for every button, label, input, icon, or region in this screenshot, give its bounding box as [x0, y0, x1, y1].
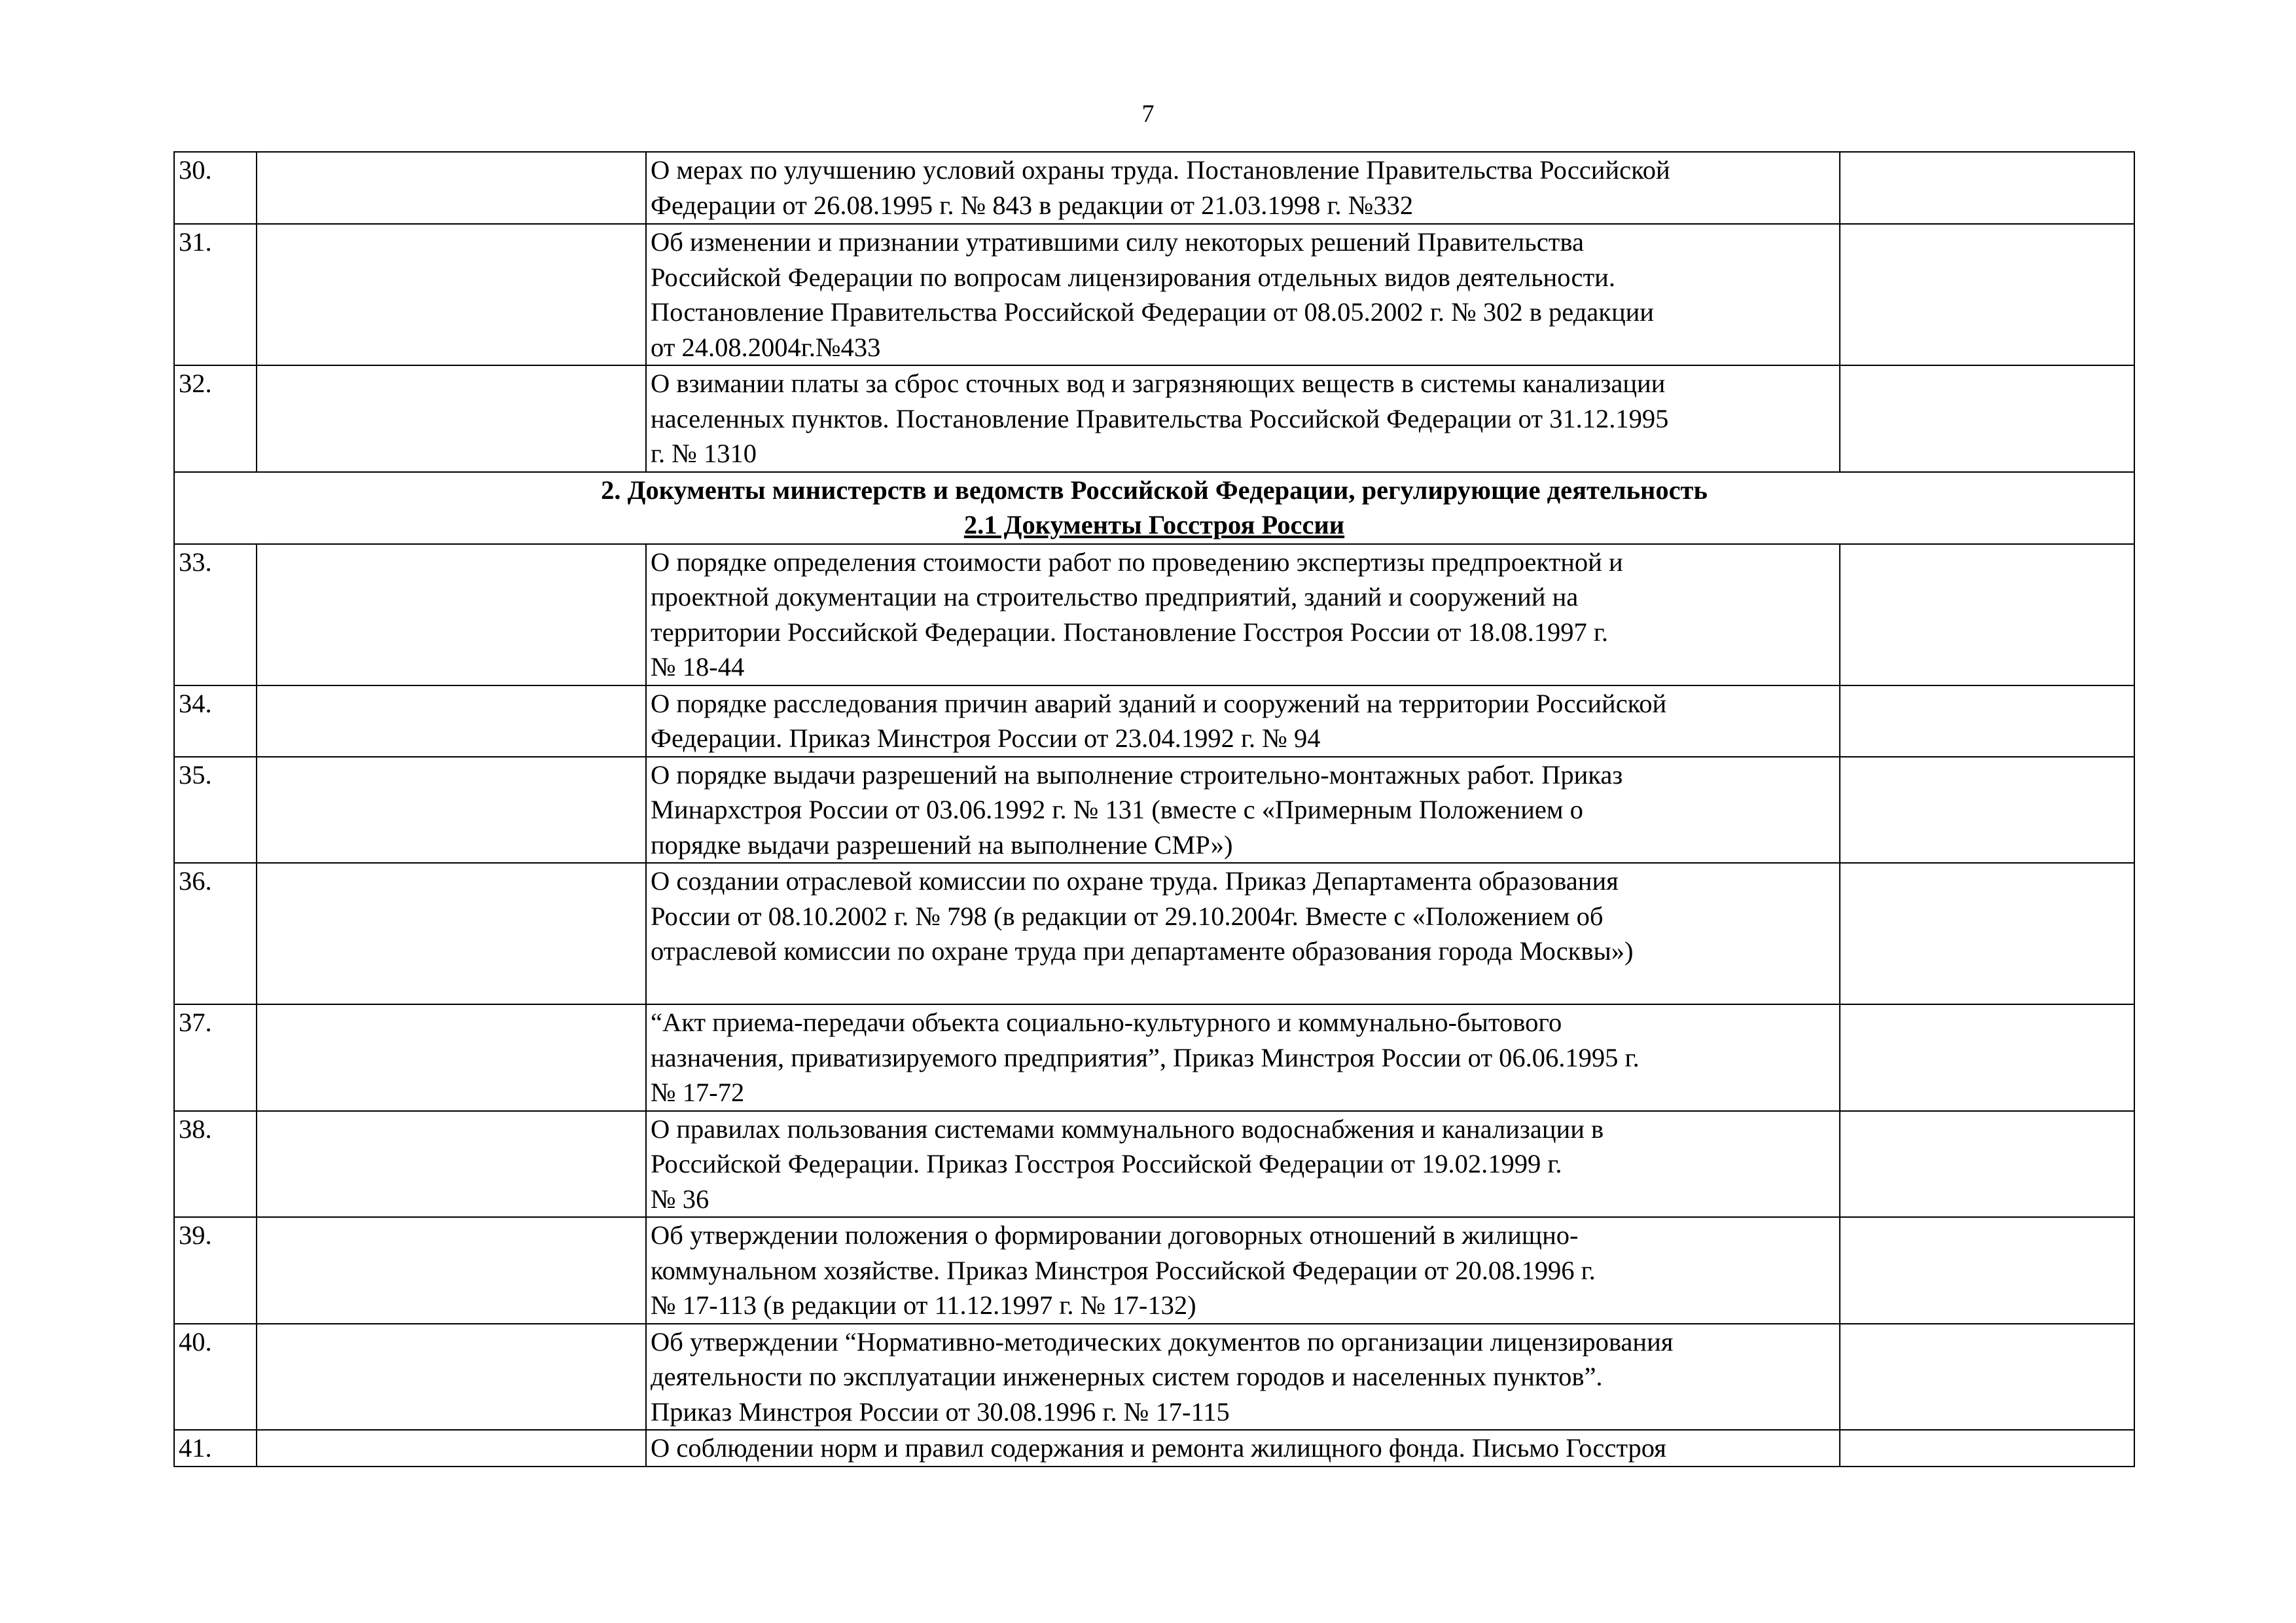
document-title-line: О создании отраслевой комиссии по охране труда. Приказ Департамента образования	[651, 866, 1619, 896]
empty-cell	[257, 224, 646, 365]
section-header-body	[174, 472, 2134, 544]
document-title-line: коммунальном хозяйстве. Приказ Минстроя Российской Федерации от 20.08.1996 г.	[651, 1255, 1596, 1285]
document-title-line: Постановление Правительства Российской Федерации от 08.05.2002 г. № 302 в редакции	[651, 297, 1654, 327]
empty-cell	[257, 1430, 646, 1467]
table-row	[174, 685, 2134, 757]
document-title	[646, 544, 1840, 685]
section-header-row	[174, 472, 2134, 544]
table-row	[174, 1111, 2134, 1218]
row-number: 31.	[174, 224, 257, 365]
document-title-line: О мерах по улучшению условий охраны труда. Постановление Правительства Российской	[651, 155, 1670, 185]
document-title-line: О правилах пользования системами коммунального водоснабжения и канализации в	[651, 1114, 1604, 1144]
empty-cell	[257, 544, 646, 685]
document-title	[646, 685, 1840, 757]
notes-cell	[1840, 544, 2134, 685]
document-title	[646, 1217, 1840, 1324]
regulations-table	[173, 151, 2135, 1467]
notes-cell	[1840, 1430, 2134, 1467]
document-title-line: порядке выдачи разрешений на выполнение СМР»)	[651, 830, 1233, 860]
notes-cell	[1840, 863, 2134, 1004]
row-number: 36.	[174, 863, 257, 1004]
empty-cell	[257, 1111, 646, 1218]
section-title: 2. Документы министерств и ведомств Российской Федерации, регулирующие деятельность	[601, 475, 1708, 505]
document-title-line: “Акт приема-передачи объекта социально-культурного и коммунально-бытового	[651, 1008, 1562, 1037]
document-title-line: от 24.08.2004г.№433	[651, 332, 881, 362]
notes-cell	[1840, 1324, 2134, 1431]
document-title-line: Федерации. Приказ Минстроя России от 23.04.1992 г. № 94	[651, 723, 1321, 753]
document-title	[646, 1324, 1840, 1431]
document-title-line: Об утверждении “Нормативно-методических документов по организации лицензирования	[651, 1326, 1674, 1357]
document-title-line: России от 08.10.2002 г. № 798 (в редакции от 29.10.2004г. Вместе с «Положением об	[651, 901, 1604, 931]
table-row	[174, 1217, 2134, 1324]
document-title-line: территории Российской Федерации. Постановление Госстроя России от 18.08.1997 г.	[651, 617, 1609, 647]
document-title-line: населенных пунктов. Постановление Правительства Российской Федерации от 31.12.1995	[651, 403, 1669, 433]
table-row	[174, 544, 2134, 685]
document-title-line: О порядке выдачи разрешений на выполнение строительно-монтажных работ. Приказ	[651, 759, 1623, 790]
table-row	[174, 224, 2134, 365]
row-number: 33.	[174, 544, 257, 685]
empty-cell	[257, 1004, 646, 1111]
notes-cell	[1840, 1217, 2134, 1324]
document-title	[646, 863, 1840, 1004]
table-body-federal	[174, 152, 2134, 472]
notes-cell	[1840, 224, 2134, 365]
table-row	[174, 365, 2134, 472]
empty-cell	[257, 365, 646, 472]
document-title	[646, 1430, 1840, 1467]
document-title-line: Российской Федерации по вопросам лицензирования отдельных видов деятельности.	[651, 262, 1615, 292]
row-number: 38.	[174, 1111, 257, 1218]
table-row	[174, 1430, 2134, 1467]
document-title-line: Об утверждении положения о формировании договорных отношений в жилищно-	[651, 1220, 1579, 1250]
row-number: 32.	[174, 365, 257, 472]
table-body-gosstroy	[174, 544, 2134, 1467]
notes-cell	[1840, 1004, 2134, 1111]
document-title-line: отраслевой комиссии по охране труда при департаменте образования города Москвы»)	[651, 936, 1634, 966]
row-number: 30.	[174, 152, 257, 224]
document-title-line: О соблюдении норм и правил содержания и ремонта жилищного фонда. Письмо Госстроя	[651, 1433, 1666, 1463]
empty-cell	[257, 863, 646, 1004]
document-title-line: № 17-72	[651, 1078, 745, 1107]
notes-cell	[1840, 757, 2134, 864]
empty-cell	[257, 1217, 646, 1324]
table-row	[174, 757, 2134, 864]
document-title-line: № 17-113 (в редакции от 11.12.1997 г. № 17-132)	[651, 1290, 1196, 1320]
notes-cell	[1840, 1111, 2134, 1218]
document-title	[646, 1111, 1840, 1218]
empty-cell	[257, 1324, 646, 1431]
document-title-line: Приказ Минстроя России от 30.08.1996 г. № 17-115	[651, 1396, 1230, 1427]
row-number: 37.	[174, 1004, 257, 1111]
row-number: 39.	[174, 1217, 257, 1324]
document-title-line: Федерации от 26.08.1995 г. № 843 в редакции от 21.03.1998 г. №332	[651, 190, 1414, 220]
document-title-line: Российской Федерации. Приказ Госстроя Российской Федерации от 19.02.1999 г.	[651, 1149, 1562, 1178]
empty-cell	[257, 152, 646, 224]
document-title-line: № 18-44	[651, 652, 745, 682]
section-subtitle: 2.1 Документы Госстроя России	[963, 510, 1345, 539]
document-title-line: № 36	[651, 1184, 709, 1214]
empty-cell	[257, 757, 646, 864]
table-row	[174, 863, 2134, 1004]
table-row	[174, 152, 2134, 224]
row-number: 41.	[174, 1430, 257, 1467]
notes-cell	[1840, 685, 2134, 757]
section-header-cell	[174, 472, 2134, 544]
document-title-line: О порядке определения стоимости работ по проведению экспертизы предпроектной и	[651, 547, 1623, 577]
document-title-line: деятельности по эксплуатации инженерных систем городов и населенных пунктов”.	[651, 1362, 1603, 1391]
document-title	[646, 224, 1840, 365]
document-title-line: Об изменении и признании утратившими силу некоторых решений Правительства	[651, 227, 1584, 257]
page-number: 7	[1141, 100, 1155, 128]
document-title	[646, 152, 1840, 224]
document-title-line: Минархстроя России от 03.06.1992 г. № 131 (вместе с «Примерным Положением о	[651, 795, 1583, 824]
table-row	[174, 1324, 2134, 1431]
notes-cell	[1840, 365, 2134, 472]
table-row	[174, 1004, 2134, 1111]
document-title	[646, 757, 1840, 864]
row-number: 34.	[174, 685, 257, 757]
document-title-line: О порядке расследования причин аварий зданий и сооружений на территории Российской	[651, 688, 1667, 718]
row-number: 35.	[174, 757, 257, 864]
document-title	[646, 365, 1840, 472]
notes-cell	[1840, 152, 2134, 224]
empty-cell	[257, 685, 646, 757]
document-title-line: г. № 1310	[651, 439, 757, 468]
document-title-line: проектной документации на строительство предприятий, зданий и сооружений на	[651, 582, 1579, 611]
document-title-line: О взимании платы за сброс сточных вод и загрязняющих веществ в системы канализации	[651, 369, 1666, 398]
document-title-line: назначения, приватизируемого предприятия”, Приказ Минстроя России от 06.06.1995 г.	[651, 1042, 1640, 1072]
row-number: 40.	[174, 1324, 257, 1431]
document-title	[646, 1004, 1840, 1111]
